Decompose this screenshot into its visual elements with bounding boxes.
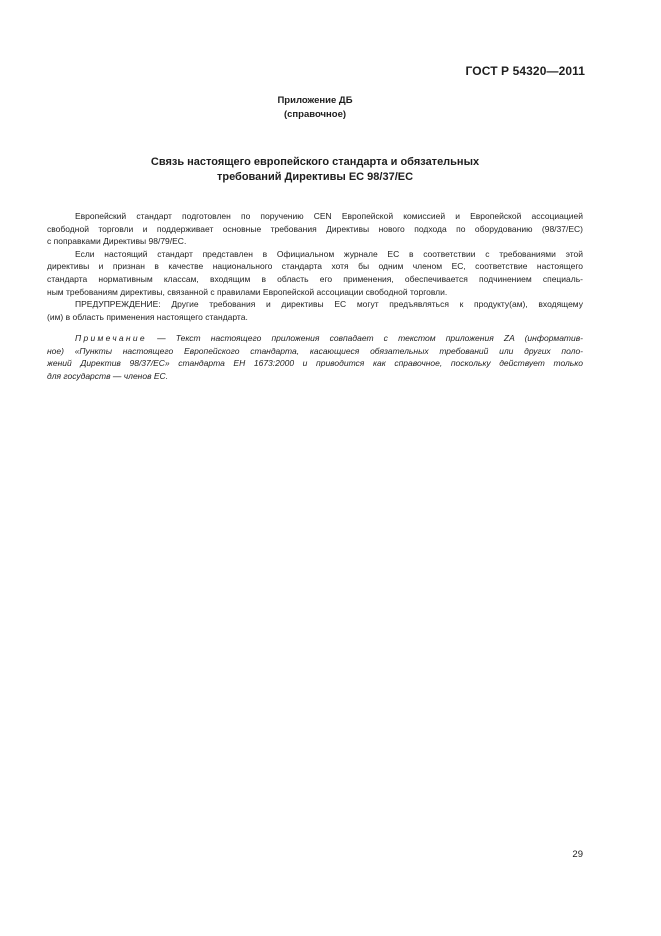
note-line-1 [47,332,583,345]
paragraph-2 [47,248,583,298]
note [47,332,583,382]
appendix-label: Приложение ДБ [277,95,353,106]
paragraph-1 [47,210,583,248]
body-text [47,210,583,323]
paragraph-1-line-2: свободной торговли и поддерживает основные требования Директивы нового подхода по оборудованию (98/37/ЕС) [47,223,583,234]
paragraph-3-line-2: (им) в область применения настоящего стандарта. [47,311,248,322]
appendix-heading [0,94,630,122]
section-title [0,155,630,185]
paragraph-2-line-1: Если настоящий стандарт представлен в Официальном журнале ЕС в соответствии с требованиями этой [75,248,583,259]
paragraph-1-line-3: с поправками Директивы 98/79/ЕС. [47,236,187,247]
note-line-2: ное) «Пункты настоящего Европейского стандарта, касающиеся обязательных требований или других поло- [47,345,583,356]
paragraph-1-line-1: Европейский стандарт подготовлен по поручению CEN Европейской комиссией и Европейской ассоциацией [75,211,583,221]
section-title-line-1: Связь настоящего европейского стандарта и обязательных [150,156,480,168]
standard-code-header: ГОСТ Р 54320—2011 [465,64,585,78]
page-number: 29 [572,849,583,860]
paragraph-3 [47,298,583,323]
section-title-line-2: требований Директивы ЕС 98/37/ЕС [216,171,414,183]
paragraph-2-line-4: ным требованиям директивы, связанной с правилами Европейской ассоциации свободной торговли. [47,286,448,297]
appendix-type: (справочное) [283,109,347,120]
note-label: Примечание [75,333,147,343]
paragraph-2-line-2: директивы и признан в качестве национального стандарта хотя бы одним членом ЕС, соответствие настоящего [47,261,583,272]
note-line-3: жений Директив 98/37/ЕС» стандарта ЕН 1673:2000 и приводится как справочное, поскольку действует только [47,358,583,369]
paragraph-3-line-1: ПРЕДУПРЕЖДЕНИЕ: Другие требования и директивы ЕС могут предъявляться к продукту(ам), входящему [75,299,583,310]
note-line-1-text: — Текст настоящего приложения совпадает с текстом приложения ZA (информатив- [146,333,583,343]
paragraph-2-line-3: стандарта нормативным классам, входящим в область его применения, обеспечивается подчинением специаль- [47,273,583,284]
note-line-4: для государств — членов ЕС. [47,370,169,381]
